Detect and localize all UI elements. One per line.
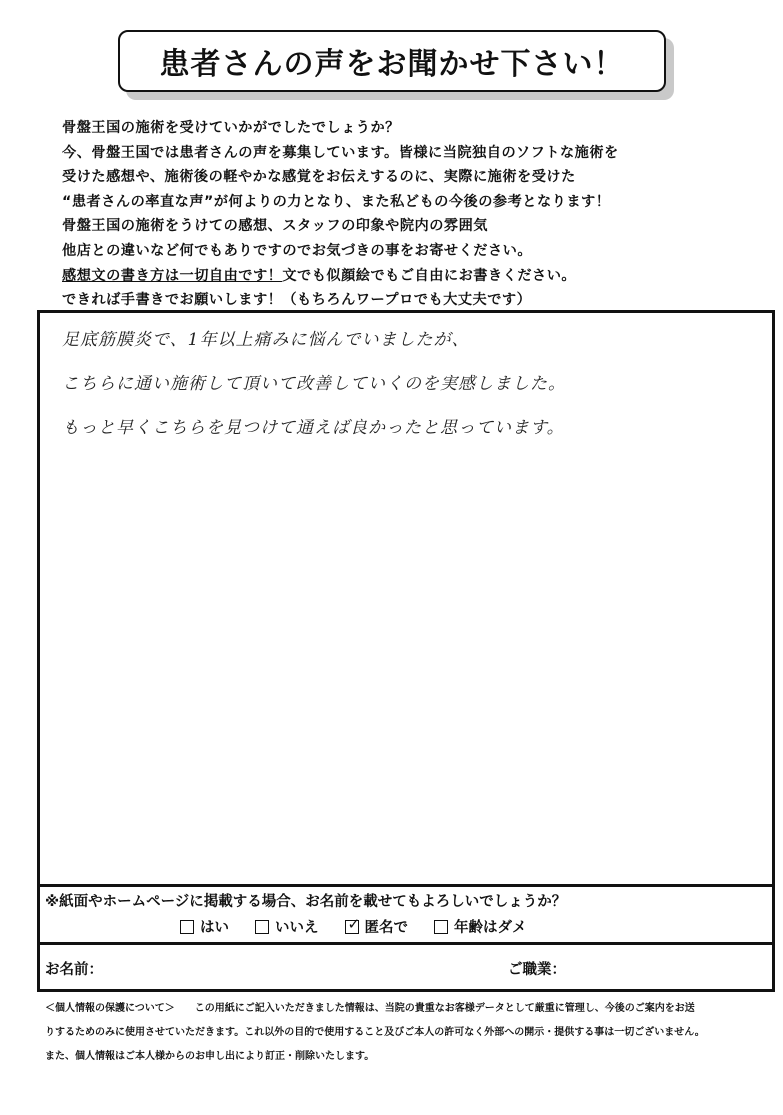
- option-no[interactable]: [255, 916, 319, 937]
- title-box: [118, 30, 666, 92]
- intro-line: 他店との違いなど何でもありですのでお気づきの事をお寄せください。: [62, 242, 533, 259]
- privacy-line: また、個人情報はご本人様からのお申し出により訂正・削除いたします。: [45, 1051, 375, 1062]
- name-field-label[interactable]: お名前：: [45, 962, 103, 978]
- page-title: 患者さんの声をお聞かせ下さい！: [159, 47, 625, 82]
- intro-text: [62, 116, 752, 313]
- intro-line: 今、骨盤王国では患者さんの声を募集しています。皆様に当院独自のソフトな施術を: [62, 144, 619, 161]
- intro-line: 骨盤王国の施術を受けていかがでしたでしょうか？: [62, 120, 400, 136]
- checkbox[interactable]: [255, 920, 269, 934]
- publish-options: [180, 916, 553, 937]
- option-anonymous[interactable]: [345, 916, 409, 937]
- option-no-age[interactable]: [434, 916, 527, 937]
- checkbox-checked[interactable]: [345, 914, 361, 934]
- intro-line: 骨盤王国の施術をうけての感想、スタッフの印象や院内の雰囲気: [62, 218, 488, 235]
- option-label: はい: [200, 920, 229, 936]
- intro-line: “患者さんの率直な声”が何よりの力となり、また私どもの今後の参考となります！: [62, 193, 611, 210]
- option-label: 匿名で: [364, 920, 408, 936]
- check-icon: ✓: [347, 914, 361, 933]
- option-label: いいえ: [275, 920, 319, 936]
- response-line: 足底筋膜炎で、1年以上痛みに悩んでいましたが、: [62, 330, 470, 350]
- intro-line: できれば手書きでお願いします！（もちろんワープロでも大丈夫です）: [62, 292, 532, 309]
- privacy-line: りするためのみに使用させていただきます。これ以外の目的で使用すること及びご本人の許可なく外部への開示・提供する事は一切ございません。: [45, 1027, 705, 1038]
- privacy-notice: [45, 997, 775, 1069]
- writing-style-rest: 文でも似顔絵でもご自由にお書きください。: [282, 267, 577, 284]
- publish-question: ※紙面やホームページに掲載する場合、お名前を載せてもよろしいでしょうか？: [45, 894, 567, 910]
- option-label: 年齢はダメ: [454, 920, 527, 936]
- option-yes[interactable]: [180, 916, 229, 937]
- privacy-line: ＜個人情報の保護について＞ この用紙にご記入いただきました情報は、当院の貴重なお客様データとして厳重に管理し、今後のご案内をお送: [45, 1003, 695, 1014]
- response-line: こちらに通い施術して頂いて改善していくのを実感しました。: [62, 374, 566, 394]
- underlined-note: 感想文の書き方は一切自由です！: [62, 267, 283, 284]
- checkbox[interactable]: [180, 920, 194, 934]
- response-line: もっと早くこちらを見つけて通えば良かったと思っています。: [62, 418, 565, 438]
- intro-line-writing-style: [62, 264, 752, 289]
- intro-line: 受けた感想や、施術後の軽やかな感覚をお伝えするのに、実際に施術を受けた: [62, 169, 576, 186]
- handwritten-response[interactable]: [62, 318, 742, 450]
- divider: [37, 884, 775, 887]
- occupation-field-label[interactable]: ご職業：: [508, 962, 566, 978]
- checkbox[interactable]: [434, 920, 448, 934]
- divider: [37, 942, 775, 945]
